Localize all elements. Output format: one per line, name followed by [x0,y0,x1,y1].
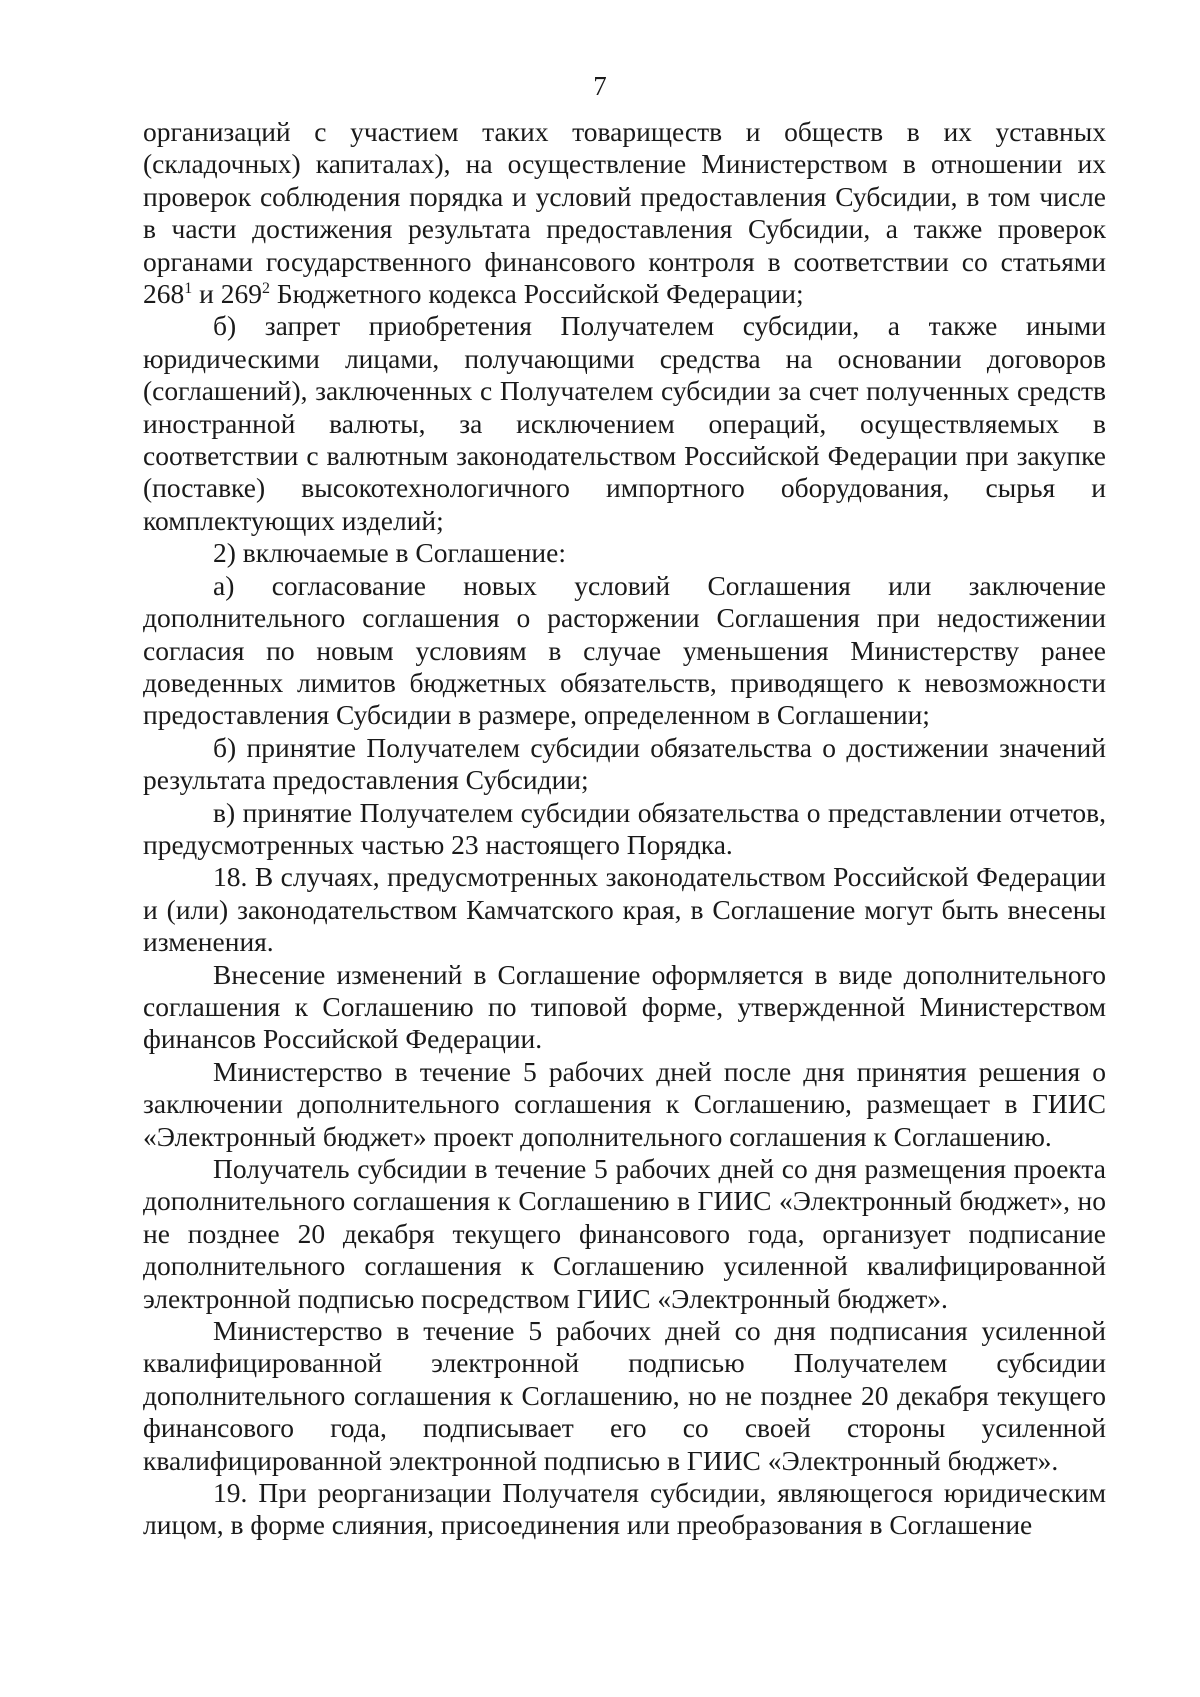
paragraph-item-2a: а) согласование новых условий Соглашения или заключение дополнительного соглашения о расторжении Соглашения при недостижении согласия по новым условиям в случае уменьшения Министерству ранее доведенных лимитов бюджетных обязательств, приводящего к невозможности предоставления Субсидии в размере, определенном в Соглашении; [143,569,1106,731]
superscript-2: 2 [261,280,270,298]
paragraph-recipient-sign: Получатель субсидии в течение 5 рабочих дней со дня размещения проекта дополнительного соглашения к Соглашению в ГИИС «Электронный бюджет», но не позднее 20 декабря текущего финансового года, организует подписание дополнительного соглашения к Соглашению усиленной квалифицированной электронной подписью посредством ГИИС «Электронный бюджет». [143,1153,1106,1314]
paragraph-text: Бюджетного кодекса Российской Федерации; [269,278,804,310]
paragraph-item-2b: б) принятие Получателем субсидии обязательства о достижении значений результата предоставления Субсидии; [143,731,1106,796]
paragraph-ministry-publish: Министерство в течение 5 рабочих дней после дня принятия решения о заключении дополнительного соглашения к Соглашению, размещает в ГИИС «Электронный бюджет» проект дополнительного соглашения к Соглашению. [143,1055,1106,1152]
paragraph-item-2v: в) принятие Получателем субсидии обязательства о представлении отчетов, предусмотренных частью 23 настоящего Порядка. [143,796,1106,860]
page-number: 7 [593,71,607,101]
document-body [143,116,1106,1542]
paragraph-amendments: Внесение изменений в Соглашение оформляется в виде дополнительного соглашения к Соглашению по типовой форме, утвержденной Министерством финансов Российской Федерации. [143,958,1106,1055]
superscript-1: 1 [184,280,193,298]
paragraph-item-2: 2) включаемые в Соглашение: [213,537,566,569]
paragraph-ministry-sign: Министерство в течение 5 рабочих дней со дня подписания усиленной квалифицированной электронной подписью Получателем субсидии дополнительного соглашения к Соглашению, но не позднее 20 декабря текущего финансового года, подписывает его со своей стороны усиленной квалифицированной электронной подписью в ГИИС «Электронный бюджет». [143,1315,1106,1476]
paragraph-section-18: 18. В случаях, предусмотренных законодательством Российской Федерации и (или) законодательством Камчатского края, в Соглашение могут быть внесены изменения. [143,861,1106,958]
paragraph-item-b: б) запрет приобретения Получателем субсидии, а также иными юридическими лицами, получающими средства на основании договоров (соглашений), заключенных с Получателем субсидии за счет полученных средств иностранной валюты, за исключением операций, осуществляемых в соответствии с валютным законодательством Российской Федерации при закупке (поставке) высокотехнологичного импортного оборудования, сырья и комплектующих изделий; [143,310,1106,536]
paragraph-text: организаций с участием таких товариществ и обществ в их уставных (складочных) капиталах), на осуществление Министерством в отношении их проверок соблюдения порядка и условий предоставления Субсидии, в том числе в части достижения результата предоставления Субсидии, а также проверок органами государственного финансового контроля в соответствии со статьями 268 [143,116,1106,310]
paragraph-text: и 269 [192,278,262,310]
paragraph-continuation [143,116,1106,310]
paragraph-section-19: 19. При реорганизации Получателя субсидии, являющегося юридическим лицом, в форме слияния, присоединения или преобразования в Соглашение [143,1477,1106,1541]
